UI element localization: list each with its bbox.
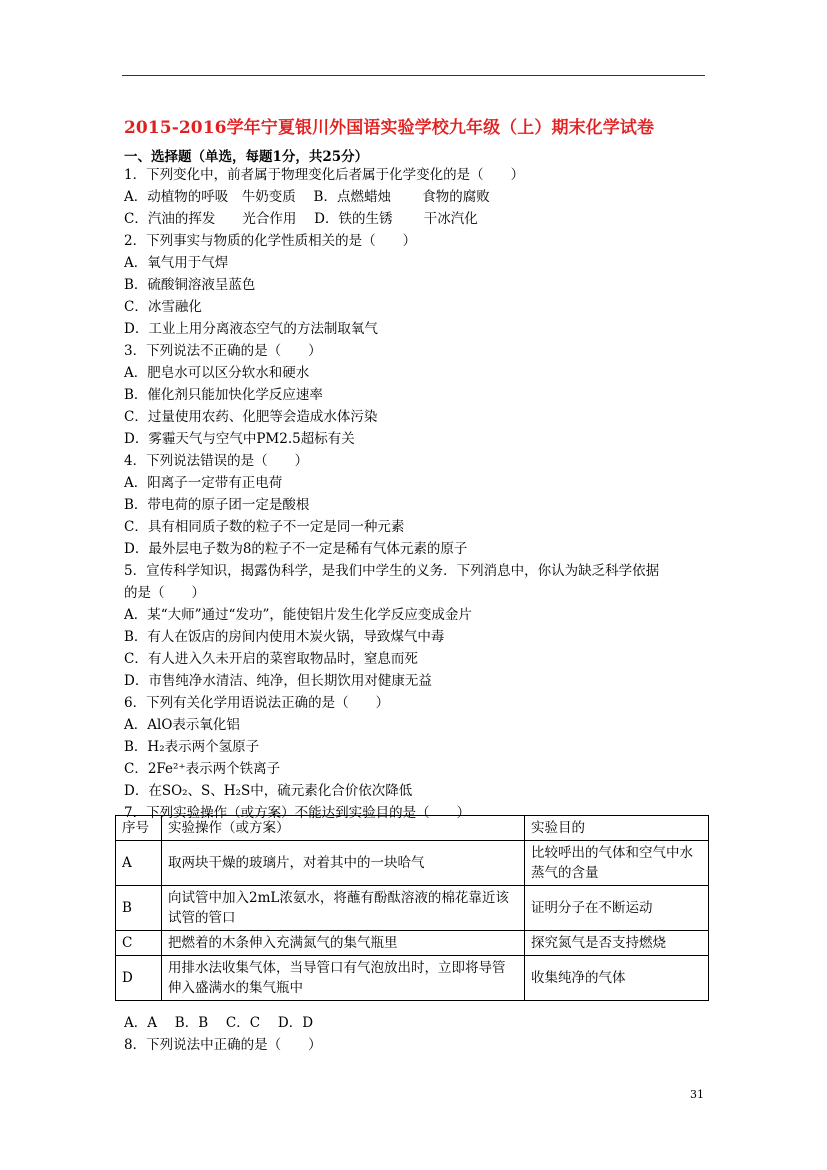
section-heading: 一、选择题（单选，每题1分，共25分） <box>124 149 369 165</box>
table-row <box>116 956 709 1001</box>
text-line: B．带电荷的原子团一定是酸根 <box>124 497 310 513</box>
text-line: A．某“大师”通过“发功”，能使铝片发生化学反应变成金片 <box>124 607 472 623</box>
text-line: 8．下列说法中正确的是（ ） <box>124 1037 322 1053</box>
text-line: B．H₂表示两个氢原子 <box>124 739 260 755</box>
table-row <box>116 841 709 886</box>
text-line: A．阳离子一定带有正电荷 <box>124 475 283 491</box>
text-line: 的是（ ） <box>124 585 205 601</box>
header-cell: 序号 <box>116 816 162 841</box>
text-line: D．市售纯净水清洁、纯净，但长期饮用对健康无益 <box>124 673 432 689</box>
table-cell: 探究氮气是否支持燃烧 <box>525 931 709 956</box>
text-line: A．氧气用于气焊 <box>124 255 229 271</box>
table-header-row <box>116 816 709 841</box>
text-line: D．在SO₂、S、H₂S中，硫元素化合价依次降低 <box>124 783 413 799</box>
text-line: D．雾霾天气与空气中PM2.5超标有关 <box>124 431 355 447</box>
text-line: C．具有相同质子数的粒子不一定是同一种元素 <box>124 519 405 535</box>
text-line: A．AlO表示氧化铝 <box>124 717 240 733</box>
table-cell: A <box>116 841 162 886</box>
question-lines <box>124 164 714 824</box>
page-title: 2015-2016学年宁夏银川外国语实验学校九年级（上）期末化学试卷 <box>124 118 655 138</box>
text-line: C．过量使用农药、化肥等会造成水体污染 <box>124 409 378 425</box>
table-cell: C <box>116 931 162 956</box>
text-line: D．最外层电子数为8的粒子不一定是稀有气体元素的原子 <box>124 541 468 557</box>
page-number: 31 <box>690 1088 704 1101</box>
text-line: 6．下列有关化学用语说法正确的是（ ） <box>124 695 390 711</box>
table-cell: 用排水法收集气体，当导管口有气泡放出时，立即将导管伸入盛满水的集气瓶中 <box>162 956 525 1001</box>
text-line: B．硫酸铜溶液呈蓝色 <box>124 277 256 293</box>
after-table-lines <box>124 1012 714 1056</box>
text-line: 2．下列事实与物质的化学性质相关的是（ ） <box>124 233 417 249</box>
table-cell: 收集纯净的气体 <box>525 956 709 1001</box>
header-rule <box>122 75 705 76</box>
text-line: 5．宣传科学知识，揭露伪科学，是我们中学生的义务．下列消息中，你认为缺乏科学依据 <box>124 563 660 579</box>
text-line: 4．下列说法错误的是（ ） <box>124 453 309 469</box>
text-line: C．冰雪融化 <box>124 299 202 315</box>
text-line: 3．下列说法不正确的是（ ） <box>124 343 322 359</box>
text-line: C．有人进入久未开启的菜窖取物品时，窒息而死 <box>124 651 418 667</box>
text-line: B．有人在饭店的房间内使用木炭火锅，导致煤气中毒 <box>124 629 445 645</box>
text-line: D．工业上用分离液态空气的方法制取氧气 <box>124 321 378 337</box>
table <box>115 815 709 1001</box>
text-line: A．动植物的呼吸 牛奶变质 B．点燃蜡烛 食物的腐败 <box>124 189 490 205</box>
header-cell: 实验操作（或方案） <box>162 816 525 841</box>
table-cell: D <box>116 956 162 1001</box>
table-cell: 向试管中加入2mL浓氨水，将蘸有酚酞溶液的棉花靠近该试管的管口 <box>162 886 525 931</box>
table-cell: 把燃着的木条伸入充满氮气的集气瓶里 <box>162 931 525 956</box>
table-cell: 证明分子在不断运动 <box>525 886 709 931</box>
table-row <box>116 886 709 931</box>
header-cell: 实验目的 <box>525 816 709 841</box>
table-cell: B <box>116 886 162 931</box>
text-line: C．汽油的挥发 光合作用 D．铁的生锈 干冰汽化 <box>124 211 478 227</box>
table-cell: 取两块干燥的玻璃片，对着其中的一块哈气 <box>162 841 525 886</box>
text-line: A．肥皂水可以区分软水和硬水 <box>124 365 310 381</box>
table-cell: 比较呼出的气体和空气中水蒸气的含量 <box>525 841 709 886</box>
table-row <box>116 931 709 956</box>
text-line: 1．下列变化中，前者属于物理变化后者属于化学变化的是（ ） <box>124 167 525 183</box>
text-line: A．A B．B C．C D．D <box>124 1015 314 1031</box>
text-line: B．催化剂只能加快化学反应速率 <box>124 387 323 403</box>
text-line: 7．下列实验操作（或方案）不能达到实验目的是（ ） <box>124 805 471 821</box>
text-line: C．2Fe²⁺表示两个铁离子 <box>124 761 281 777</box>
experiment-table <box>115 815 709 1001</box>
